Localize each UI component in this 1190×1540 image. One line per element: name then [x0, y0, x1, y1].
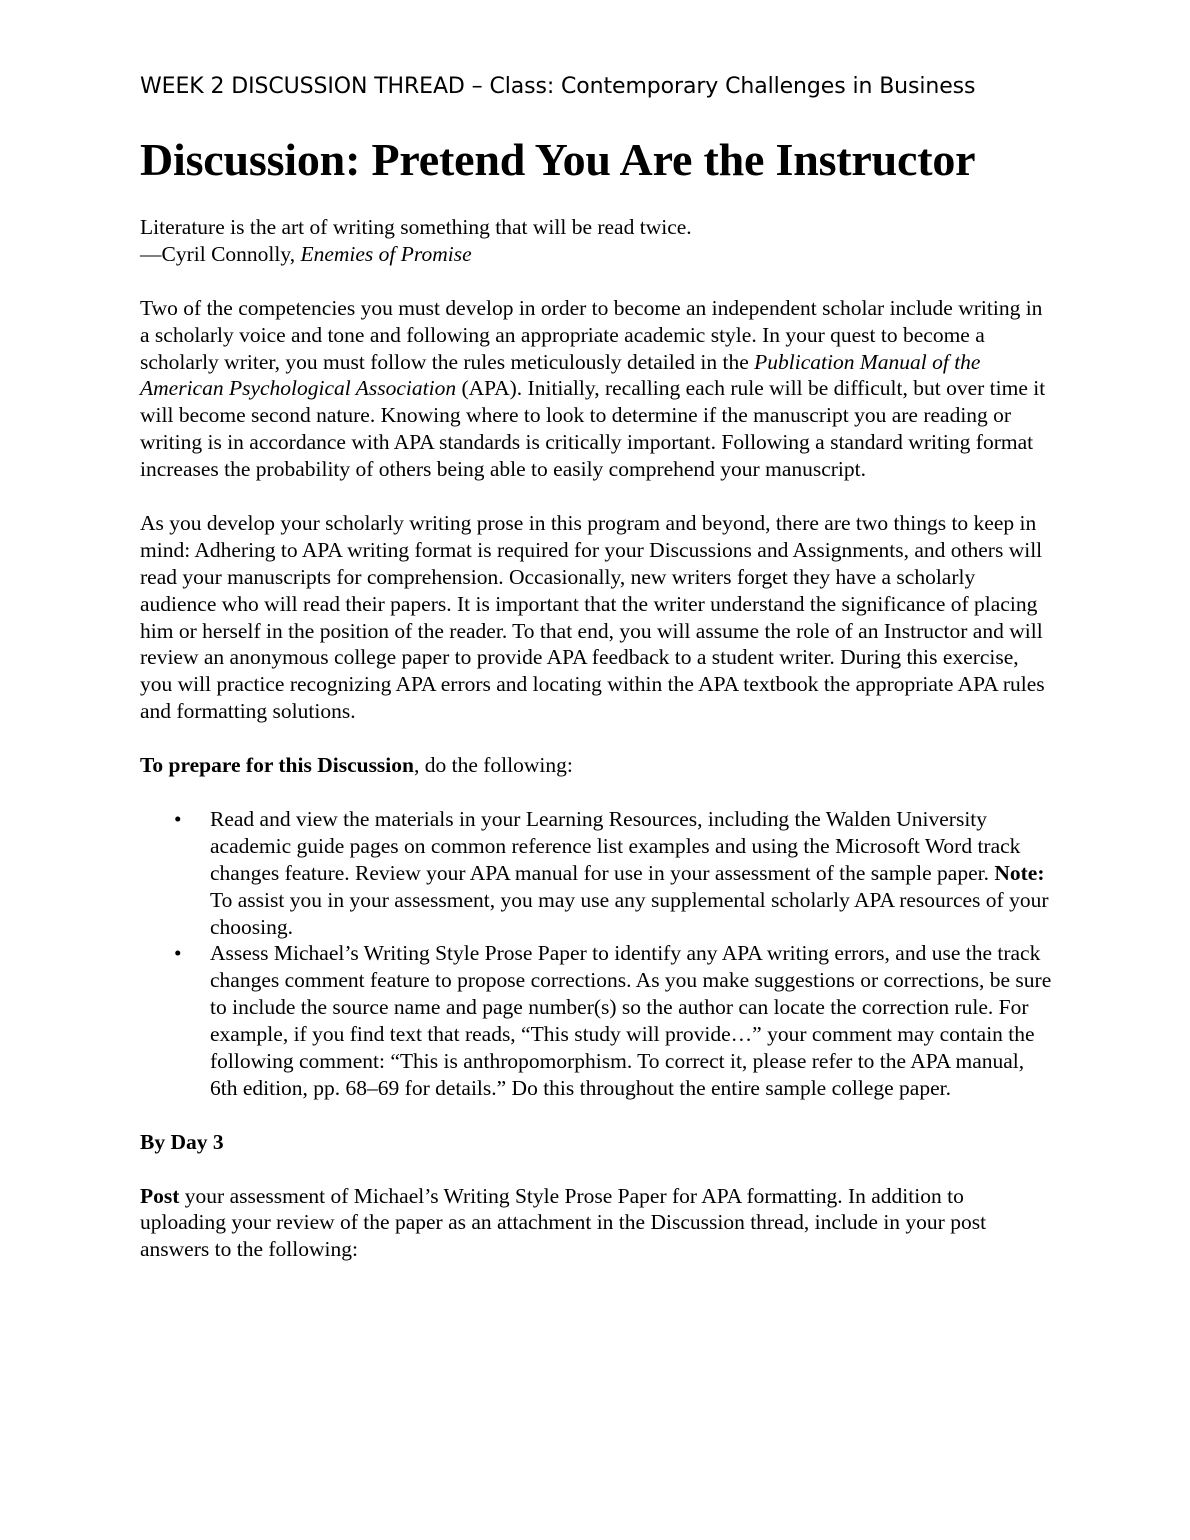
discussion-title: Discussion: Pretend You Are the Instructor: [140, 134, 976, 185]
intro-paragraph: [140, 295, 1055, 483]
quote-attribution: [140, 241, 1055, 268]
quote-work-title: Enemies of Promise: [300, 241, 472, 266]
bullet-icon: •: [174, 806, 182, 831]
list-item: [140, 806, 1055, 941]
prepare-rest: , do the following:: [413, 753, 573, 778]
document-page: [140, 70, 1055, 1263]
prepare-list: [140, 806, 1055, 1102]
post-rest: your assessment of Michael’s Writing Style Prose Paper for APA formatting. In addition to uploading your review of the paper as an attachment in the Discussion thread, include in your post answers to the following:: [140, 1183, 987, 1262]
list-item: [140, 940, 1055, 1101]
day3-label: By Day 3: [140, 1129, 224, 1154]
prepare-heading: [140, 752, 1055, 779]
post-paragraph: [140, 1183, 1055, 1264]
intro-text-2: (APA). Initially, recalling each rule will be difficult, but over time it will become second nature. Knowing where to look to determine if the manuscript you are reading or writing is in accordance with APA standards is critically important. Following a standard writing format increases the probability of others being able to easily comprehend your manuscript.: [140, 376, 1046, 482]
quote-author: —Cyril Connolly,: [140, 241, 301, 266]
day3-heading: [140, 1129, 1055, 1156]
intro-text-1: Two of the competencies you must develop in order to become an independent scholar include writing in a scholarly voice and tone and following an appropriate academic style. In your quest to become a scholarly writer, you must follow the rules meticulously detailed in the: [140, 295, 1043, 374]
body-paragraph-2: As you develop your scholarly writing prose in this program and beyond, there are two things to keep in mind: Adhering to APA writing format is required for your Discussions and Assignments, and others will read your manuscripts for comprehension. Occasionally, new writers forget they have a scholarly audience who will read their papers. It is important that the writer understand the significance of placing him or herself in the position of the reader. To that end, you will assume the role of an Instructor and will review an anonymous college paper to provide APA feedback to a student writer. During this exercise, you will practice recognizing APA errors and locating within the APA textbook the appropriate APA rules and formatting solutions.: [140, 510, 1045, 724]
prepare-bold: To prepare for this Discussion: [140, 753, 414, 778]
epigraph: [140, 214, 1055, 268]
item1-note-label: Note:: [994, 860, 1045, 885]
post-bold: Post: [140, 1183, 180, 1208]
quote-text: Literature is the art of writing something that will be read twice.: [140, 215, 692, 239]
item1-text-1: Read and view the materials in your Learning Resources, including the Walden University academic guide pages on common reference list examples and using the Microsoft Word track changes feature. Review your APA manual for use in your assessment of the sample paper.: [210, 806, 1021, 885]
apa-manual-title: Publication Manual of the American Psychological Association: [140, 349, 981, 401]
item2-text: Assess Michael’s Writing Style Prose Paper to identify any APA writing errors, and use the track changes comment feature to propose corrections. As you make suggestions or corrections, be sure to include the source name and page number(s) so the author can locate the correction rule. For example, if you find text that reads, “This study will provide…” your comment may contain the following comment: “This is anthropomorphism. To correct it, please refer to the APA manual, 6th edition, pp. 68–69 for details.” Do this throughout the entire sample college paper.: [210, 941, 1052, 1100]
course-header: WEEK 2 DISCUSSION THREAD – Class: Contemporary Challenges in Business: [140, 74, 976, 99]
bullet-icon: •: [174, 941, 182, 966]
item1-text-2: To assist you in your assessment, you may use any supplemental scholarly APA resources of your choosing.: [210, 887, 1049, 939]
